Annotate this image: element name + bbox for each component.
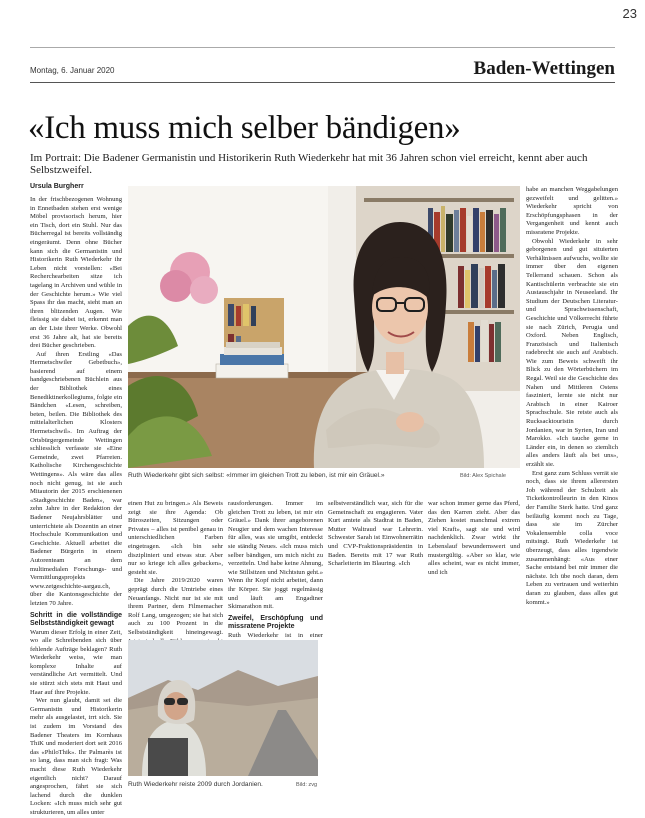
photo-caption: Ruth Wiederkehr reiste 2009 durch Jordanien. (128, 781, 263, 788)
article-subtitle: Im Portrait: Die Badener Germanistin und Historikerin Ruth Wiederkehr hat mit 36 Jahren schon viel erreicht, kennt aber auch Selbstzweifel. (30, 152, 588, 176)
section-title: Baden-Wettingen (473, 58, 615, 79)
paragraph: einen Hut zu bringen.» Als Beweis zeigt sie ihre Agenda: Ob Büroszeiten, Sitzungen oder Privates – alles ist penibel genau in unterschiedlichen Farben eingetragen. «Ich bin sehr diszipliniert und etwas stur. Aber nur so kriege ich alles gebacken», gesteht sie. (128, 500, 223, 576)
paragraph: In der frischbezogenen Wohnung in Ennetbaden stehen erst wenige Möbel provisorisch herum, hier ein Tisch, dort ein Stuhl. Nur das Bücherregal ist bereits vollständig eingeräumt. Denn ohne Bücher kann sich die Germanistin und Historikerin Ruth Wiederkehr ihr Leben nicht vorstellen: «Bei Recherchearbeiten sitze ich tagelang in Archiven und wühle in der Geschichte herum.» Wie viel Spass ihr das macht, sieht man an ihren blitzenden Augen. Wie fleissig sie dabei ist, erkennt man an der Liste ihrer Werke. Obwohl erst 36 Jahre alt, hat sie bereits drei Bücher geschrieben. (30, 196, 122, 350)
article-author: Ursula Burgherr (30, 183, 84, 190)
paragraph: selbstverständlich war, sich für die Gemeinschaft zu engagieren. Vater Kurt amtete als Stadtrat in Baden, Mutter Waltraud war Lehrerin. Schwester Sarah ist Einwohnerrätin und CVP-Fraktionspräsidentin in Baden. Bereits mit 17 war Ruth Scharleiterin im Blauring. «Ich (328, 500, 423, 568)
travel-illustration (128, 640, 318, 776)
photo-credit: Bild: Alex Spichale (460, 473, 507, 479)
article-column-4 (328, 500, 423, 796)
paragraph: Erst ganz zum Schluss verrät sie noch, dass sie ihrem allerersten Job während der Schulzeit als Ticketkontrolleurin in den Kinos der Familie Sterk hatte. Und ganz beiläufig kommt noch zu Tage, dass sie im Zürcher Vokalensemble colla voce mitsingt. Ruth Wiederkehr ist überzeugt, dass alles irgendwie zusammenhängt: «Aus einer Sache entstand bei mir immer die nächste. Ich übe noch daran, dem Leben zu vertrauen und weiterhin daran zu glauben, dass alles gut kommt.» (526, 469, 618, 606)
paragraph: war schon immer gerne das Pferd, das den Karren zieht. Aber das Ziehen kostet manchmal extrem viel Kraft», sagt sie und wird nachdenklich. Zwar wirkt ihr Lebenslauf bewundernswert und mustergültig. «Aber so klar, wie alles scheint, war es nicht immer, und ich (428, 500, 520, 576)
article-headline: «Ich muss mich selber bändigen» (28, 110, 461, 146)
section-rule (30, 82, 615, 83)
portrait-photo (128, 186, 520, 468)
paragraph: habe an manchen Weggabelungen gezweifelt und gelitten.» Wiederkehr spricht von Erschöpfungsphasen in der Vergangenheit und kennt auch missratene Projekte. (526, 186, 618, 236)
paragraph: Ruth Wiederkehr ist in einer (228, 631, 323, 639)
article-column-6 (526, 186, 618, 796)
paragraph: Die Jahre 2019/2020 waren geprägt durch die Umtriebe eines Neuanfangs. Nicht nur ist sie mit ihrem Partner, dem Filmemacher Rolf Lang, umgezogen; sie hat sich auch zu 100 Prozent in die Selbstständigkeit hineingewagt. (128, 577, 223, 636)
top-rule (30, 47, 615, 48)
paragraph: Obwohl Wiederkehr in sehr geborgenen und gut situierten Verhältnissen aufwuchs, wollte sie immer über den eigenen Tellerrand schauen. Schon als Kantischülerin verbrachte sie ein Austauschjahr in Neuseeland. Ihr Studium der Deutschen Literatur- und Sprachwissenschaft, Geschichte und Völkerrecht führte sie nach Zürich, Perugia und Oxford. Neben Englisch, Französisch und Italienisch radebrecht sie auch auf Arabisch. Wie zum Beweis schweift ihr Blick zu den Wörterbüchern im Regal. Weil sie die Geschichte des Nahen und Mittleren Ostens fasziniert, lernte sie nicht nur Arabisch in einer Kairoer Sprachschule. Sie reiste auch als Rucksacktouristin durch Jordanien, war in Syrien, Iran und Marokko. «Ich tauche gerne in Länder ein, in denen so ziemlich alles anders läuft als bei uns», erzählt sie. (526, 237, 618, 468)
article-column-5 (428, 500, 520, 796)
page-number: 23 (622, 6, 637, 21)
issue-date: Montag, 6. Januar 2020 (30, 66, 115, 75)
paragraph: Auf ihren Erstling «Das Hermetschwiler Gebetbuch», basierend auf einem handgeschriebenen Büchlein aus der Bibliothek eines Benediktinerkollegiums, folgte ein Bändchen «Lesen, schreiben, beten, beilen. Die Bibliothek des mittelalterlichen Klosters Hermetschwil». Im Auftrag der Ortsbürgergemeinde Wettingen schliesslich verfasste sie «Eine Gemeinde, zwei Pfarreien. Katholische Kirchengeschichte Wettingens». Als wäre das alles noch nicht genug, ist sie auch Mitautorin der 2015 erschienenen «Stadtgeschichte Baden», war zehn Jahre in der Redaktion der Badener Neujahrsblätter und unterrichtete als Dozentin an einer Hochschule Kommunikation und Geschichte. Aktuell arbeitet die Badener Bürgerin in einem Autorenteam an dem multimedialen Forschungs- und Vermittlungsprojekts www.zetgeschichte-aargau.ch, über die Kantonsgeschichte der letzten 70 Jahre. (30, 350, 122, 607)
paragraph: Wer nun glaubt, damit sei die Germanistin und Historikerin mehr als ausgelastet, irrt sich. Sie ist zudem im Vorstand des Badener Theaters im Kornhaus ThiK und moderiert dort seit 2016 das «PhiloThik». Ihr Palmarès ist so lang, dass man sich fragt: Was macht diese Ruth Wiederkehr eigentlich nicht? Darauf angesprochen, fährt sie sich lachend durch die dunklen Locken: «Ich muss mich sehr gut strukturieren, um alles unter (30, 697, 122, 816)
subheading: Zweifel, Erschöpfung und missratene Projekte (228, 614, 323, 630)
paragraph: rausforderungen. Immer im gleichen Trott zu leben, ist mir ein Gräuel.» Dank ihrer angeborenen Neugier und dem wachen Interesse für alles, was sie umgibt, entdeckt sie ständig Neues. «Ich muss mich selber bändigen, um mich nicht zu verzetteln. Und habe keine Ahnung, wie Stillsitzen und Nichtstun geht.» Wenn ihr Kopf nicht arbeitet, dann ihr Körper. Sie joggt regelmässig und läuft am Engadiner Skimarathon mit. (228, 500, 323, 611)
portrait-illustration (128, 186, 520, 468)
article-column-1 (30, 196, 122, 816)
subheading: Schritt in die vollständige Selbstständigkeit gewagt (30, 611, 122, 627)
paragraph: Warum dieser Erfolg in einer Zeit, wo alle Schreibenden sich über fehlende Aufträge beklagen? Ruth Wiederkehr weiss, wie man komplexe Inhalte auf verständliche Art vermittelt. Und sie stürzt sich stets mit Haut und Haar auf ihre Projekte. (30, 628, 122, 696)
photo-credit: Bild: zvg (296, 782, 318, 788)
travel-photo (128, 640, 318, 776)
article-column-2 (128, 500, 223, 635)
photo-caption: Ruth Wiederkehr gibt sich selbst: «Immer im gleichen Trott zu leben, ist mir ein Gräuel.» (128, 472, 385, 479)
